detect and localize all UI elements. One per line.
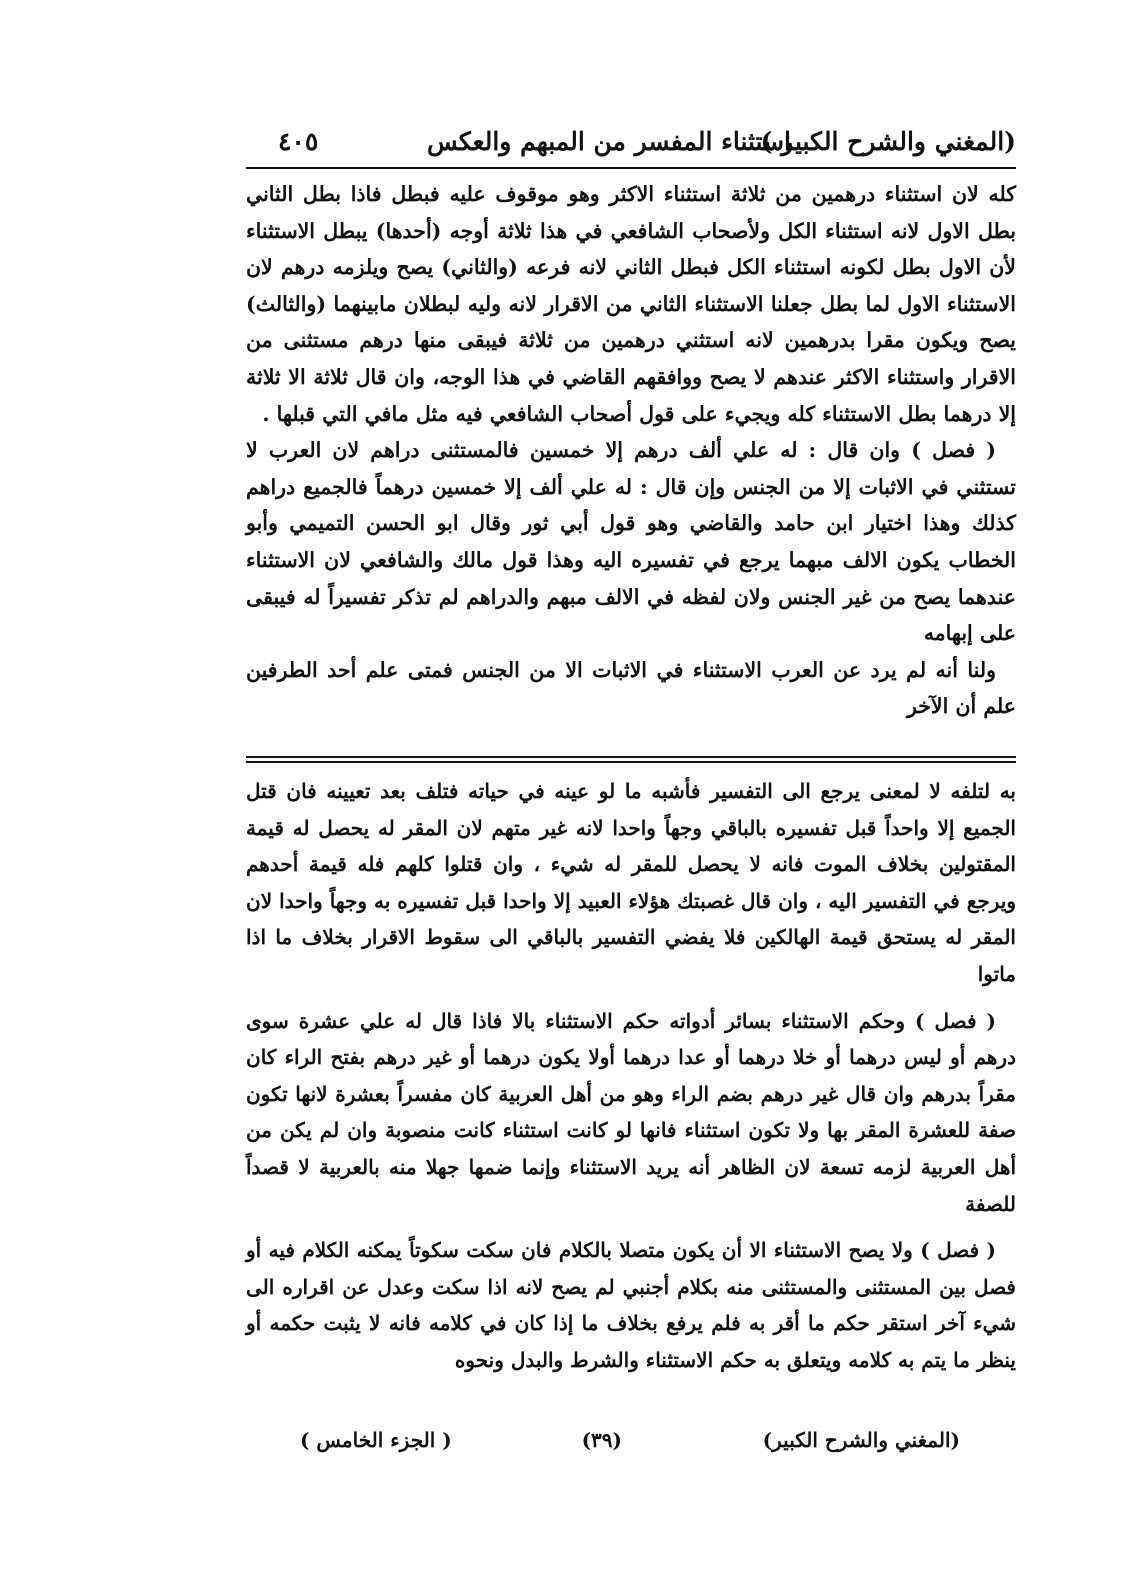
main-paragraph: كله لان استثناء درهمين من ثلاثة استثناء الاكثر وهو موقوف عليه فبطل فاذا بطل الثاني بطل الاول لانه استثناء الكل ولأصحاب الشافعي في هذا ثلاثة أوجه (أحدها) يبطل الاستثناء لأن الاول بطل لكونه استثناء الكل فبطل الثاني لانه فرعه (والثاني) يصح ويلزمه درهم لان الاستثناء الاول لما بطل جعلنا الاستثناء الثاني من الاقرار لانه وليه لبطلان مابينهما (والثالث) يصح ويكون مقرا بدرهمين لانه استثني درهمين من ثلاثة فيبقى منها درهم مستثنى من الاقرار واستثناء الاكثر عندهم لا يصح ووافقهم القاضي في هذا الوجه، وان قال ثلاثة الا ثلاثة إلا درهما بطل الاستثناء كله ويجيء على قول أصحاب الشافعي فيه مثل مافي التي قبلها . [246, 182, 1016, 426]
separator-rule [246, 761, 1016, 763]
page-footer [300, 1425, 960, 1455]
commentary-text [246, 773, 1016, 1379]
main-text [246, 176, 1016, 725]
footer-volume: ( الجزء الخامس ) [300, 1428, 452, 1452]
separator-rule [246, 756, 1016, 758]
header-book-title: (المغني والشرح الكبير ) [760, 127, 1016, 156]
footer-signature: (٣٩) [581, 1428, 622, 1452]
main-paragraph: ( فصل ) وان قال : له علي ألف درهم إلا خمسين فالمستثنى دراهم لان العرب لا تستثني في الاثبات إلا من الجنس وإن قال : له علي ألف إلا خمسين درهماً فالجميع دراهم كذلك وهذا اختيار ابن حامد والقاضي وهو قول أبي ثور وقال ابو الحسن التميمي وأبو الخطاب يكون الالف مبهما يرجع في تفسيره اليه وهذا قول مالك والشافعي لان الاستثناء عندهما يصح من غير الجنس ولان لفظه في الالف مبهم والدراهم لم تذكر تفسيراً له فيبقى على إبهامه [246, 438, 1016, 646]
page-number: ٤٠٥ [278, 127, 319, 156]
commentary-paragraph: ( فصل ) وحكم الاستثناء بسائر أدواته حكم الاستثناء بالا فاذا قال له علي عشرة سوى درهم أو ليس درهما أو خلا درهما أو عدا درهما أولا يكون درهما أو غير درهم بفتح الراء كان مقراً بدرهم وان قال غير درهم بضم الراء وهو من أهل العربية كان مفسراً بعشرة لانها تكون صفة للعشرة المقر بها ولا تكون استثناء فانها لو كانت استثناء كانت منصوبة وان لم يكن من أهل العربية لزمه تسعة لان الظاهر أنه يريد الاستثناء وإنما ضمها جهلا منه بالعربية لا قصداً للصفة [246, 1008, 1016, 1216]
footer-book-title: (المغني والشرح الكبير) [762, 1428, 960, 1452]
header-section-title: استثناء المفسر من المبهم والعكس [427, 127, 791, 156]
commentary-paragraph: ( فصل ) ولا يصح الاستثناء الا أن يكون متصلا بالكلام فان سكت سكوتاً يمكنه الكلام فيه أو فصل بين المستثنى والمستثنى منه بكلام أجنبي لم يصح لانه اذا سكت وعدل عن اقراره الى شيء آخر استقر حكم ما أقر به فلم يرفع بخلاف ما إذا كان في كلامه فانه لا يثبت حكمه أو ينظر ما يتم به كلامه ويتعلق به حكم الاستثناء والشرط والبدل ونحوه [246, 1238, 1016, 1372]
main-paragraph: ولنا أنه لم يرد عن العرب الاستثناء في الاثبات الا من الجنس فمتى علم أحد الطرفين علم أن الآخر [246, 657, 1016, 719]
header-rule [246, 167, 1016, 169]
running-header [248, 122, 1016, 162]
commentary-paragraph: به لتلفه لا لمعنى يرجع الى التفسير فأشبه ما لو عينه في حياته فتلف بعد تعيينه فان قتل الجميع إلا واحداً قبل تفسيره بالباقي وجهاً واحدا لانه غير متهم لان المقر له يحصل له قيمة المقتولين بخلاف الموت فانه لا يحصل للمقر له شيء ، وان قتلوا كلهم فله قيمة أحدهم ويرجع في التفسير اليه ، وان قال غصبتك هؤلاء العبيد إلا واحدا قبل تفسيره به وجهاً واحدا لان المقر له يستحق قيمة الهالكين فلا يفضي التفسير بالباقي الى سقوط الاقرار بخلاف ما اذا ماتوا [246, 779, 1016, 986]
